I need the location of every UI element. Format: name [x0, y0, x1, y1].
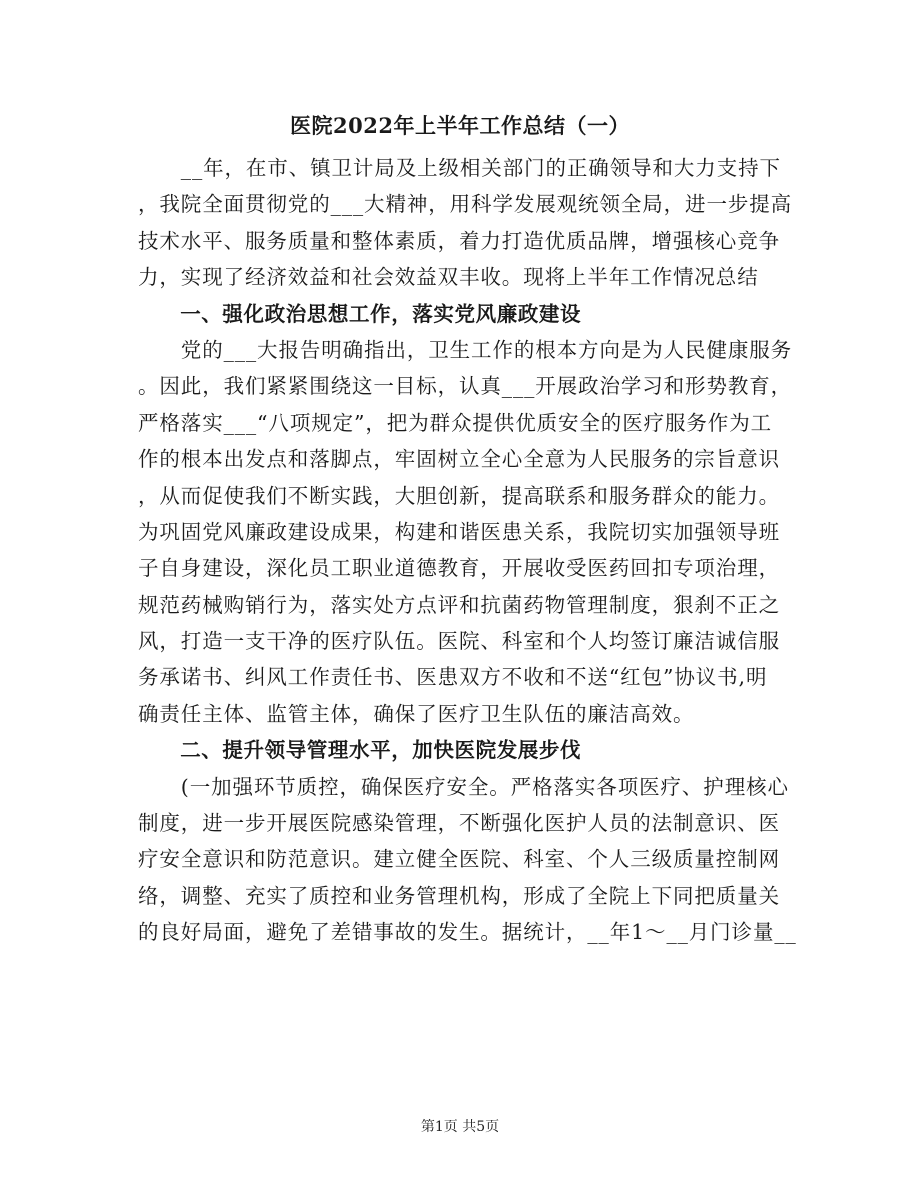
body-line: 党的___大报告明确指出，卫生工作的根本方向是为人民健康服务	[138, 337, 793, 362]
body-line: 力，实现了经济效益和社会效益双丰收。现将上半年工作情况总结	[138, 265, 759, 290]
body-line: 子自身建设，深化员工职业道德教育，开展收受医药回扣专项治理，	[138, 556, 780, 581]
document-body	[138, 150, 797, 951]
body-line: 的良好局面，避免了差错事故的发生。据统计，__年1～__月门诊量__	[138, 920, 797, 945]
body-line: 络，调整、充实了质控和业务管理机构，形成了全院上下同把质量关	[138, 883, 780, 908]
body-line: 作的根本出发点和落脚点，牢固树立全心全意为人民服务的宗旨意识	[138, 447, 780, 472]
body-line: 风，打造一支干净的医疗队伍。医院、科室和个人均签订廉洁诚信服	[138, 629, 780, 654]
body-line: 为巩固党风廉政建设成果，构建和谐医患关系，我院切实加强领导班	[138, 519, 780, 544]
body-line: 制度，进一步开展医院感染管理，不断强化医护人员的法制意识、医	[138, 811, 780, 836]
page-number: 第1页 共5页	[420, 1119, 500, 1135]
section-heading-2: 二、提升领导管理水平，加快医院发展步伐	[138, 738, 582, 763]
body-line: 严格落实___“八项规定”，把为群众提供优质安全的医疗服务作为工	[138, 410, 773, 435]
body-line: (一加强环节质控，确保医疗安全。严格落实各项医疗、护理核心	[138, 774, 789, 799]
body-line: 确责任主体、监管主体，确保了医疗卫生队伍的廉洁高效。	[138, 701, 695, 726]
body-line: 规范药械购销行为，落实处方点评和抗菌药物管理制度，狠刹不正之	[138, 592, 780, 617]
body-line: ，从而促使我们不断实践，大胆创新，提高联系和服务群众的能力。	[138, 483, 780, 508]
body-line: 疗安全意识和防范意识。建立健全医院、科室、个人三级质量控制网	[138, 847, 780, 872]
body-line: ，我院全面贯彻党的___大精神，用科学发展观统领全局，进一步提高	[138, 192, 793, 217]
document-title: 医院2022年上半年工作总结（一）	[290, 113, 630, 138]
section-heading-1: 一、强化政治思想工作，落实党风廉政建设	[138, 301, 582, 326]
body-line: __年，在市、镇卫计局及上级相关部门的正确领导和大力支持下	[138, 156, 781, 180]
body-line: 。因此，我们紧紧围绕这一目标，认真___开展政治学习和形势教育，	[138, 374, 793, 399]
body-line: 务承诺书、纠风工作责任书、医患双方不收和不送“红包”协议书,明	[138, 665, 768, 690]
body-line: 技术水平、服务质量和整体素质，着力打造优质品牌，增强核心竞争	[138, 228, 780, 253]
